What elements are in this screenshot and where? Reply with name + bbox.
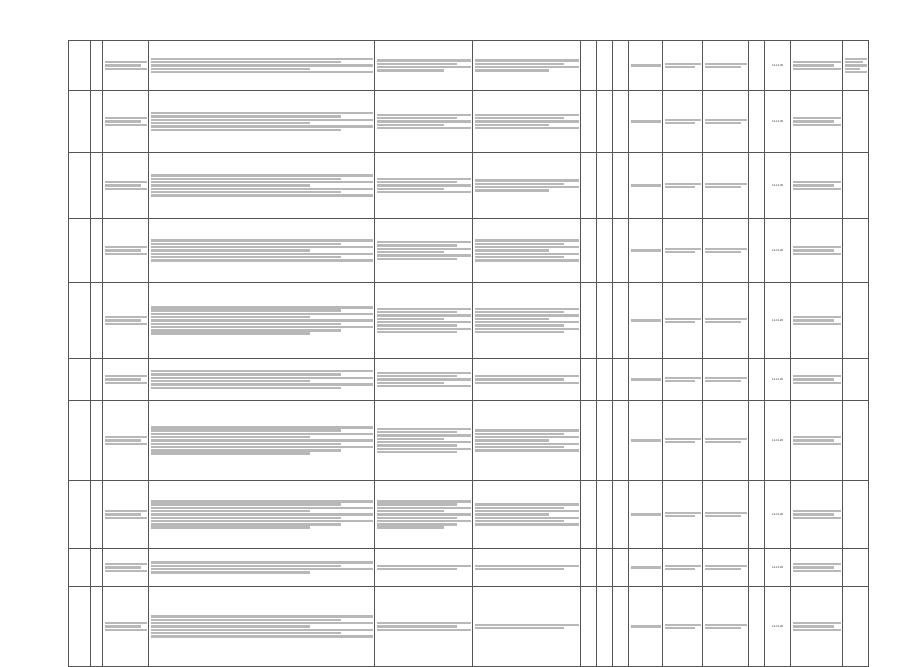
- table-row: [69, 153, 869, 219]
- table-row: [69, 41, 869, 91]
- detail-a-cell: [375, 587, 473, 667]
- row-number-cell: [69, 41, 91, 91]
- detail-b-cell: [473, 587, 581, 667]
- value-1-cell: [581, 41, 597, 91]
- date-cell: [765, 153, 791, 219]
- row-index-cell: [91, 283, 103, 359]
- illegible-text: [705, 248, 747, 254]
- description-cell: [149, 153, 375, 219]
- registry-table: [68, 40, 869, 667]
- value-1-cell: [581, 359, 597, 401]
- row-number-cell: [69, 481, 91, 549]
- illegible-text: [105, 246, 147, 255]
- row-number-cell: [69, 549, 91, 587]
- count-cell: [749, 549, 765, 587]
- value-3-cell: [613, 549, 629, 587]
- note-cell: [843, 91, 869, 153]
- illegible-text: [475, 59, 579, 71]
- date-value: 14.12.20: [771, 318, 784, 323]
- date-cell: [765, 401, 791, 481]
- document-cell: [791, 481, 843, 549]
- date-value: 14.12.20: [771, 119, 784, 124]
- illegible-text: [475, 429, 579, 451]
- object-name-cell: [103, 481, 149, 549]
- row-index-cell: [91, 41, 103, 91]
- illegible-text: [705, 565, 747, 571]
- value-3-cell: [613, 587, 629, 667]
- date-cell: [765, 587, 791, 667]
- illegible-text: [631, 566, 661, 568]
- illegible-text: [151, 239, 373, 261]
- document-cell: [791, 153, 843, 219]
- note-cell: [843, 549, 869, 587]
- value-2-cell: [597, 481, 613, 549]
- note-cell: [843, 283, 869, 359]
- illegible-text: [475, 375, 579, 384]
- row-index-cell: [91, 359, 103, 401]
- object-name-cell: [103, 41, 149, 91]
- org-cell: [663, 153, 703, 219]
- illegible-text: [377, 308, 471, 333]
- description-cell: [149, 481, 375, 549]
- illegible-text: [475, 114, 579, 130]
- date-value: 14.12.20: [771, 438, 784, 443]
- date-cell: [765, 549, 791, 587]
- illegible-text: [105, 563, 147, 572]
- illegible-text: [475, 239, 579, 261]
- illegible-text: [631, 513, 661, 515]
- table-row: [69, 587, 869, 667]
- document-cell: [791, 549, 843, 587]
- type-cell: [703, 153, 749, 219]
- date-value: 14.12.20: [771, 512, 784, 517]
- description-cell: [149, 401, 375, 481]
- object-name-cell: [103, 549, 149, 587]
- illegible-text: [377, 372, 471, 388]
- type-cell: [703, 481, 749, 549]
- illegible-text: [151, 58, 373, 74]
- note-cell: [843, 153, 869, 219]
- illegible-text: [665, 438, 701, 444]
- illegible-text: [793, 61, 841, 70]
- illegible-text: [475, 308, 579, 333]
- illegible-text: [705, 119, 747, 125]
- detail-b-cell: [473, 359, 581, 401]
- detail-b-cell: [473, 549, 581, 587]
- illegible-text: [665, 248, 701, 254]
- value-1-cell: [581, 401, 597, 481]
- date-value: 14.12.20: [771, 624, 784, 629]
- category-cell: [629, 401, 663, 481]
- detail-a-cell: [375, 481, 473, 549]
- value-2-cell: [597, 283, 613, 359]
- illegible-text: [665, 63, 701, 69]
- object-name-cell: [103, 401, 149, 481]
- illegible-text: [665, 512, 701, 518]
- table-row: [69, 481, 869, 549]
- illegible-text: [793, 316, 841, 325]
- row-number-cell: [69, 401, 91, 481]
- object-name-cell: [103, 219, 149, 283]
- illegible-text: [793, 375, 841, 384]
- row-index-cell: [91, 153, 103, 219]
- category-cell: [629, 587, 663, 667]
- illegible-text: [705, 377, 747, 383]
- table-row: [69, 283, 869, 359]
- illegible-text: [377, 241, 471, 260]
- row-number-cell: [69, 359, 91, 401]
- row-number-cell: [69, 283, 91, 359]
- value-3-cell: [613, 91, 629, 153]
- illegible-text: [793, 246, 841, 255]
- illegible-text: [665, 318, 701, 324]
- category-cell: [629, 359, 663, 401]
- illegible-text: [105, 622, 147, 631]
- row-index-cell: [91, 587, 103, 667]
- illegible-text: [151, 112, 373, 131]
- date-cell: [765, 283, 791, 359]
- category-cell: [629, 283, 663, 359]
- date-value: 14.12.20: [771, 63, 784, 68]
- value-3-cell: [613, 153, 629, 219]
- value-2-cell: [597, 549, 613, 587]
- description-cell: [149, 587, 375, 667]
- value-1-cell: [581, 153, 597, 219]
- illegible-text: [705, 438, 747, 444]
- org-cell: [663, 587, 703, 667]
- detail-b-cell: [473, 401, 581, 481]
- description-cell: [149, 41, 375, 91]
- value-3-cell: [613, 41, 629, 91]
- value-1-cell: [581, 219, 597, 283]
- illegible-text: [105, 181, 147, 190]
- illegible-text: [631, 249, 661, 251]
- illegible-text: [377, 565, 471, 571]
- illegible-text: [665, 119, 701, 125]
- detail-a-cell: [375, 91, 473, 153]
- illegible-text: [793, 117, 841, 126]
- illegible-text: [105, 510, 147, 519]
- date-cell: [765, 219, 791, 283]
- row-index-cell: [91, 401, 103, 481]
- value-3-cell: [613, 401, 629, 481]
- illegible-text: [105, 117, 147, 126]
- illegible-text: [631, 120, 661, 122]
- date-value: 14.12.20: [771, 377, 784, 382]
- table-row: [69, 91, 869, 153]
- illegible-text: [631, 64, 661, 66]
- document-cell: [791, 219, 843, 283]
- illegible-text: [151, 561, 373, 573]
- count-cell: [749, 219, 765, 283]
- document-cell: [791, 91, 843, 153]
- type-cell: [703, 401, 749, 481]
- illegible-text: [665, 183, 701, 189]
- value-2-cell: [597, 41, 613, 91]
- date-value: 14.12.20: [771, 565, 784, 570]
- detail-a-cell: [375, 283, 473, 359]
- illegible-text: [665, 377, 701, 383]
- illegible-text: [793, 436, 841, 445]
- illegible-text: [845, 58, 867, 74]
- detail-b-cell: [473, 91, 581, 153]
- detail-a-cell: [375, 401, 473, 481]
- count-cell: [749, 153, 765, 219]
- object-name-cell: [103, 587, 149, 667]
- note-cell: [843, 401, 869, 481]
- illegible-text: [705, 63, 747, 69]
- illegible-text: [377, 59, 471, 71]
- value-2-cell: [597, 219, 613, 283]
- object-name-cell: [103, 359, 149, 401]
- org-cell: [663, 219, 703, 283]
- note-cell: [843, 359, 869, 401]
- org-cell: [663, 401, 703, 481]
- illegible-text: [631, 319, 661, 321]
- row-index-cell: [91, 91, 103, 153]
- category-cell: [629, 153, 663, 219]
- date-cell: [765, 481, 791, 549]
- org-cell: [663, 359, 703, 401]
- value-1-cell: [581, 549, 597, 587]
- illegible-text: [377, 114, 471, 130]
- value-2-cell: [597, 91, 613, 153]
- illegible-text: [631, 439, 661, 441]
- illegible-text: [151, 615, 373, 637]
- org-cell: [663, 481, 703, 549]
- description-cell: [149, 359, 375, 401]
- row-index-cell: [91, 219, 103, 283]
- illegible-text: [377, 500, 471, 529]
- illegible-text: [105, 61, 147, 70]
- category-cell: [629, 91, 663, 153]
- object-name-cell: [103, 153, 149, 219]
- illegible-text: [377, 622, 471, 631]
- category-cell: [629, 41, 663, 91]
- org-cell: [663, 91, 703, 153]
- row-number-cell: [69, 587, 91, 667]
- row-number-cell: [69, 91, 91, 153]
- object-name-cell: [103, 283, 149, 359]
- detail-a-cell: [375, 549, 473, 587]
- detail-b-cell: [473, 219, 581, 283]
- description-cell: [149, 549, 375, 587]
- date-value: 14.12.20: [771, 248, 784, 253]
- detail-b-cell: [473, 153, 581, 219]
- illegible-text: [705, 512, 747, 518]
- row-index-cell: [91, 481, 103, 549]
- type-cell: [703, 587, 749, 667]
- note-cell: [843, 41, 869, 91]
- table-row: [69, 401, 869, 481]
- value-1-cell: [581, 481, 597, 549]
- value-3-cell: [613, 359, 629, 401]
- value-1-cell: [581, 283, 597, 359]
- illegible-text: [793, 181, 841, 190]
- value-2-cell: [597, 587, 613, 667]
- table-row: [69, 359, 869, 401]
- detail-b-cell: [473, 481, 581, 549]
- illegible-text: [631, 625, 661, 627]
- org-cell: [663, 41, 703, 91]
- category-cell: [629, 481, 663, 549]
- count-cell: [749, 481, 765, 549]
- object-name-cell: [103, 91, 149, 153]
- count-cell: [749, 41, 765, 91]
- table-row: [69, 549, 869, 587]
- row-number-cell: [69, 153, 91, 219]
- detail-b-cell: [473, 283, 581, 359]
- detail-b-cell: [473, 41, 581, 91]
- detail-a-cell: [375, 41, 473, 91]
- illegible-text: [377, 428, 471, 453]
- illegible-text: [793, 563, 841, 572]
- illegible-text: [475, 565, 579, 571]
- illegible-text: [377, 178, 471, 194]
- count-cell: [749, 587, 765, 667]
- org-cell: [663, 549, 703, 587]
- illegible-text: [665, 624, 701, 630]
- type-cell: [703, 41, 749, 91]
- count-cell: [749, 401, 765, 481]
- illegible-text: [793, 622, 841, 631]
- type-cell: [703, 219, 749, 283]
- illegible-text: [705, 318, 747, 324]
- detail-a-cell: [375, 219, 473, 283]
- illegible-text: [793, 510, 841, 519]
- illegible-text: [151, 426, 373, 455]
- detail-a-cell: [375, 359, 473, 401]
- row-index-cell: [91, 549, 103, 587]
- count-cell: [749, 91, 765, 153]
- document-cell: [791, 41, 843, 91]
- illegible-text: [151, 370, 373, 389]
- illegible-text: [105, 375, 147, 384]
- value-2-cell: [597, 153, 613, 219]
- illegible-text: [631, 184, 661, 186]
- illegible-text: [665, 565, 701, 571]
- category-cell: [629, 549, 663, 587]
- row-number-cell: [69, 219, 91, 283]
- table-row: [69, 219, 869, 283]
- illegible-text: [631, 378, 661, 380]
- type-cell: [703, 91, 749, 153]
- value-3-cell: [613, 283, 629, 359]
- value-3-cell: [613, 219, 629, 283]
- value-1-cell: [581, 91, 597, 153]
- document-cell: [791, 283, 843, 359]
- illegible-text: [151, 306, 373, 335]
- value-3-cell: [613, 481, 629, 549]
- document-cell: [791, 359, 843, 401]
- date-cell: [765, 41, 791, 91]
- illegible-text: [151, 174, 373, 196]
- date-cell: [765, 359, 791, 401]
- type-cell: [703, 549, 749, 587]
- document-cell: [791, 587, 843, 667]
- note-cell: [843, 481, 869, 549]
- illegible-text: [705, 183, 747, 189]
- illegible-text: [475, 624, 579, 630]
- illegible-text: [475, 503, 579, 525]
- illegible-text: [151, 500, 373, 529]
- value-1-cell: [581, 587, 597, 667]
- document-cell: [791, 401, 843, 481]
- value-2-cell: [597, 359, 613, 401]
- type-cell: [703, 359, 749, 401]
- category-cell: [629, 219, 663, 283]
- description-cell: [149, 283, 375, 359]
- date-cell: [765, 91, 791, 153]
- illegible-text: [705, 624, 747, 630]
- value-2-cell: [597, 401, 613, 481]
- illegible-text: [105, 316, 147, 325]
- description-cell: [149, 219, 375, 283]
- illegible-text: [105, 436, 147, 445]
- count-cell: [749, 359, 765, 401]
- note-cell: [843, 219, 869, 283]
- org-cell: [663, 283, 703, 359]
- detail-a-cell: [375, 153, 473, 219]
- description-cell: [149, 91, 375, 153]
- type-cell: [703, 283, 749, 359]
- illegible-text: [475, 179, 579, 191]
- note-cell: [843, 587, 869, 667]
- date-value: 14.12.20: [771, 183, 784, 188]
- count-cell: [749, 283, 765, 359]
